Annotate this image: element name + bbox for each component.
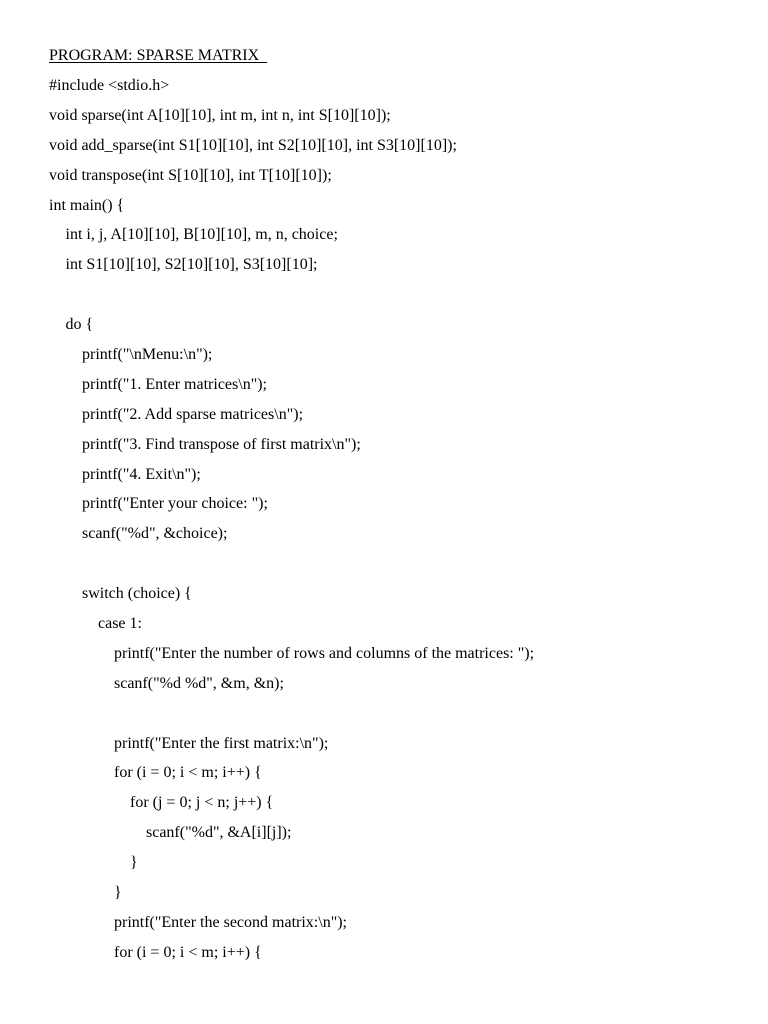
code-line: printf("4. Exit\n"); xyxy=(82,465,201,483)
code-line: printf("Enter your choice: "); xyxy=(82,495,268,513)
code-line: scanf("%d", &A[i][j]); xyxy=(146,824,292,842)
code-line: for (j = 0; j < n; j++) { xyxy=(130,794,274,812)
code-line: printf("3. Find transpose of first matrix\n"); xyxy=(82,435,361,453)
code-line: scanf("%d", &choice); xyxy=(82,525,228,543)
code-line: for (i = 0; i < m; i++) { xyxy=(114,943,262,961)
code-line: printf("Enter the number of rows and columns of the matrices: "); xyxy=(114,644,535,662)
code-line: } xyxy=(130,854,138,872)
code-line: do { xyxy=(65,316,94,334)
code-line: case 1: xyxy=(98,615,142,633)
code-listing xyxy=(49,74,749,971)
code-line: int main() { xyxy=(49,196,125,214)
code-line: void transpose(int S[10][10], int T[10][10]); xyxy=(49,166,332,184)
code-line: #include <stdio.h> xyxy=(49,77,170,94)
code-line: scanf("%d %d", &m, &n); xyxy=(114,674,284,692)
blank-line xyxy=(49,702,749,732)
code-line: printf("1. Enter matrices\n"); xyxy=(82,375,267,393)
code-line: void add_sparse(int S1[10][10], int S2[10][10], int S3[10][10]); xyxy=(49,136,457,154)
code-line: switch (choice) { xyxy=(82,585,192,603)
code-line: int i, j, A[10][10], B[10][10], m, n, choice; xyxy=(65,226,338,244)
blank-line xyxy=(49,552,749,582)
code-line: printf("2. Add sparse matrices\n"); xyxy=(82,405,304,423)
document-page xyxy=(49,44,749,971)
code-line: } xyxy=(114,884,122,902)
code-line: int S1[10][10], S2[10][10], S3[10][10]; xyxy=(65,256,318,274)
code-line: printf("Enter the second matrix:\n"); xyxy=(114,913,347,931)
code-line: printf("\nMenu:\n"); xyxy=(82,346,213,364)
code-line: void sparse(int A[10][10], int m, int n, int S[10][10]); xyxy=(49,106,391,124)
blank-line xyxy=(49,283,749,313)
code-line: for (i = 0; i < m; i++) { xyxy=(114,764,262,782)
code-line: printf("Enter the first matrix:\n"); xyxy=(114,734,329,752)
program-title: PROGRAM: SPARSE MATRIX xyxy=(49,47,268,64)
